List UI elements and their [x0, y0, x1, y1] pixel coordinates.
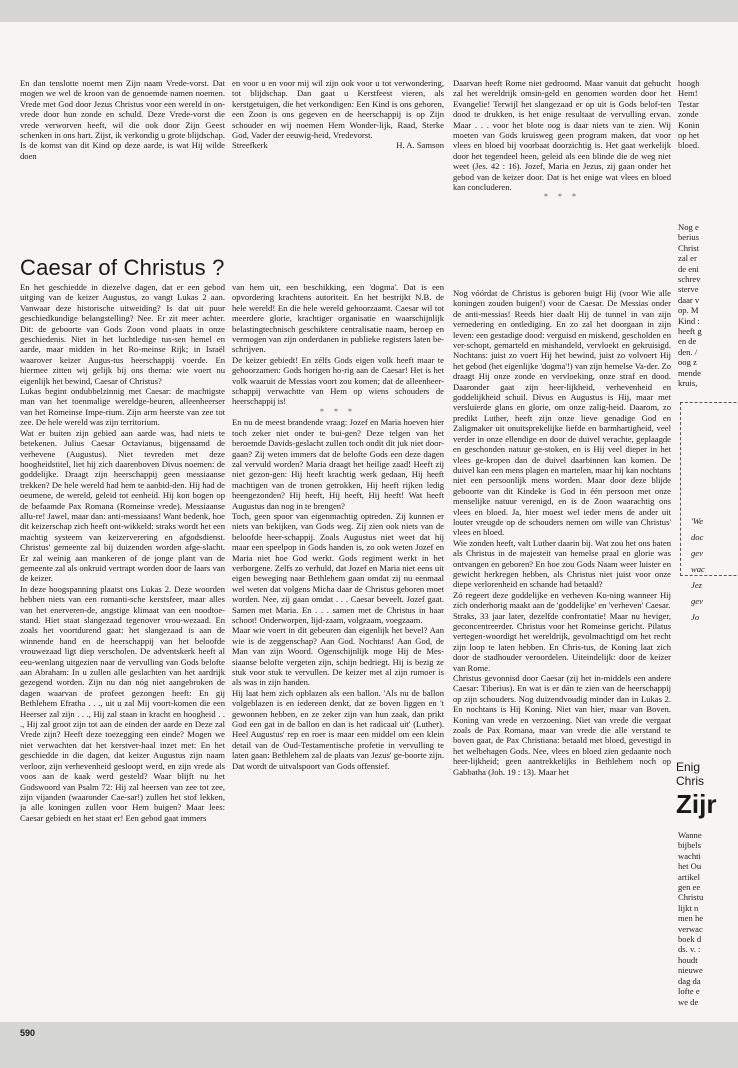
text-line: op het: [678, 130, 700, 141]
text-line: gev: [691, 548, 703, 558]
text-line: wac: [691, 564, 705, 574]
intro-column-1: [20, 78, 225, 188]
quote-box: [680, 402, 738, 622]
text-line: bloed.: [678, 140, 700, 151]
text-line: het Ou: [678, 861, 702, 872]
text-line: ds. v. :: [678, 944, 701, 955]
paragraph: Toch, geen spoor van eigenmachtig optreden. Zij kunnen er niets van bekijken, van Gods weg. Zij zien ook niets van de beloofde heer-schappij. Zoals Augustus niet weet dat hij maar een speelpop in Gods handen is, zo ook weten Jozef en Maria niet hoe God werkt. Gods regiment werkt in het verborgene. Zelfs zo verhuld, dat Jozef en Maria niet eens uit eigen beweging naar Bethlehem gaan omdat zij nu eenmaal wel weten dat volgens Micha daar de Christus geboren moet worden. Nee, zij gaan omdat . . . Caesar beveelt. Jozef gaat. Samen met Maria. En . . . samen met de Christus in haar schoot! Onderworpen, lijd-zaam, volgzaam, voegzaam.: [232, 510, 444, 625]
section-separator: * * *: [320, 406, 356, 416]
paragraph: van hem uit, een beschikking, een 'dogma'. Dat is een opvordering krachtens autoriteit. En het bestrijkt N.B. de hele wereld! En die hele wereld gehoorzaamt. Caesar wil tot meerdere glorie, krachtiger organisatie en waarschijnlijk belastingtechnisch geschiktere centralisatie naam, beroep en vermogen van zijn onderdanen in publieke registers laten be-schrijven.: [232, 282, 444, 355]
next-article-subtitle: [676, 760, 704, 788]
text-line: Chris: [676, 774, 705, 788]
section-separator: * * *: [544, 192, 580, 202]
article-title: Caesar of Christus ?: [20, 255, 225, 280]
magazine-page: [0, 22, 738, 1038]
text-line: Enig: [676, 760, 701, 774]
text-line: den. /: [678, 346, 698, 357]
text-line: men he: [678, 913, 704, 924]
paragraph: en voor u en voor mij wil zijn ook voor u tot verwondering, tot blijdschap. Dan gaat u Kerstfeest vieren, als kerstgetuigen, die het verkondigen: Een Kind is ons geboren, een Zoon is ons gegeven en de heerschappij is op Zijn schouder en wij noemen Hem Wonder-lijk, Raad, Sterke God, Vader der eeuwig-heid, Vredevorst.: [232, 78, 444, 141]
page-number: 590: [20, 1028, 36, 1038]
text-line: gen ee: [678, 882, 701, 893]
article-column-2: [232, 282, 444, 1012]
text-line: daar v: [678, 294, 700, 305]
paragraph: Lukas begint ondubbelzinnig met Caesar: de machtigste man van het toenmalige wereldge-beuren, alleenheerser van het Romeinse Impe-rium. Zijn arm heerste van zee tot zee. De hele wereld was zijn territorium.: [20, 386, 225, 428]
paragraph: Christus gevonnisd door Caesar (zij het in-middels een andere Caesar: Tiberius). En wat is er dán te zien van de heerschappij op zijn schouders. Nog duizendvoudig minder dan in Lukas 2. En nochtans is Hij Koning. Niet van hier, maar van Boven. Koning van vrede en verzoening. Niet van vrede die vergaat zoals de Pax Romana, maar van vrede die alle verstand te boven gaat, de Pax Christiana: betaald met bloed, gevestigd in het welbehagen Gods. Nee, vlees en bloed zien gedaante noch heer-lijkheid; geen aantrekkelijks in Bethlehem noch op Gabbatha (Joh. 19 : 13). Maar het: [453, 673, 671, 777]
next-article-fragment-mid: [678, 222, 738, 392]
text-line: lijkt n: [678, 902, 699, 913]
text-line: Nog e: [678, 222, 699, 232]
text-line: wachti: [678, 850, 701, 861]
text-line: doc: [691, 532, 704, 542]
article-column-1: [20, 282, 225, 1012]
text-line: sterve: [678, 284, 699, 295]
text-line: hoogh: [678, 78, 700, 88]
text-line: boek d: [678, 934, 702, 945]
text-line: Hem!: [678, 88, 698, 99]
text-line: oog z: [678, 357, 697, 368]
paragraph: En het geschiedde in diezelve dagen, dat er een gebod uitging van de keizer Augustus, zo vangt Lukas 2 aan. Vanwaar deze historische uitweiding? Is dat uit puur geschiedkundige belangstelling? Nee. Er zit meer achter. Dit: de geboorte van Gods Zoon vond plaats in onze geschiedenis. Niet in het luchtledige tus-sen hemel en aarde, maar midden in het Ro-meinse Rijk; in Israël waarover keizer Augus-tus heerschappij voerde. En hiermee zitten wij gelijk bij ons thema: wie voert nu eigenlijk het bewind, Caesar of Christus?: [20, 282, 225, 386]
text-line: Jez: [691, 580, 702, 590]
text-line: verwac: [678, 923, 703, 934]
paragraph: De keizer gebiedt! En zélfs Gods eigen volk heeft maar te gehoorzamen: Gods horigen ho-rig aan de Caesar! Het is het volk waaruit de Messias voort zou komen; dat de alleenheer-schappij verwachtte van Hem op wiens schouders de heerschappij is!: [232, 354, 444, 407]
paragraph: Hij laat hem zich opblazen als een ballon. 'Als nu de ballon volgeblazen is en iedereen denkt, dat ze boven liggen en 't gewonnen hebben, en ze zeker zijn van hun zaak, dan prikt God een gat in de ballon en dan is het radicaal uit' (Luther). Heel Augustus' rep en roer is maar een middel om een klein detail van de Oud-Testamentische profetie in vervulling te laten gaan: Bethlehem zal de plaats van Jezus' ge-boorte zijn. Dat wordt de uitvalspoort van Gods offensief.: [232, 687, 444, 771]
signature-name: H. A. Samson: [396, 140, 444, 151]
paragraph: Wie zonden heeft, valt Luther daarin bij. Wat zou het ons baten als Christus in de majesteit van hemelse praal en glorie was ontvangen en geboren? En hoe zou Gods Naam weer luister en gewicht herkregen hebben, als Christus niet juist voor onze diepe verlorenheid en schande had betaald?: [453, 537, 671, 590]
signature: [232, 140, 444, 150]
text-line: houdt: [678, 954, 698, 965]
text-line: heeft g: [678, 326, 702, 337]
text-line: dag da: [678, 975, 701, 986]
text-line: Jo: [691, 612, 700, 622]
text-line: zal er: [678, 253, 697, 264]
paragraph: En dan tenslotte noemt men Zijn naam Vrede-vorst. Dat mogen we wel de kroon van de genoemde namen noemen. Vrede met God door Jezus Christus voor een wereld in on-vrede door hun zonde en schuld. Deze Vrede-vorst die vrede verworven heeft, wil die ook door Zijn Geest schenken in ons hart. Zijst, ik verkondig u grote blijdschap. Is de komst van dit Kind op deze aarde, is wat Hij wilde doen: [20, 78, 225, 161]
next-article-title: Zijr: [676, 789, 717, 819]
text-line: Christ: [678, 242, 700, 253]
article-column-3-top: [453, 78, 671, 298]
text-line: Testar: [678, 98, 699, 109]
paragraph: En nu de meest brandende vraag: Jozef en Maria hoeven hier toch zeker niet onder te bui-gen? Deze telgen van het beroemde Davids-geslacht zullen toch ondit dit juk niet door-gaan? Zij weten immers dat de belofte Gods een deze dagen zal vervuld worden? Maria draagt het heilige zaad! Heeft zij niet gezon-gen: Hij heeft krachtig werk gedaan, Hij heeft machtigen van de tronen getrokken, Hij heeft rijken ledig heengezonden? Hij heeft, Hij heeft, Hij heeft! Wat heeft Augustus dan nog in te brengen?: [232, 417, 444, 511]
text-line: zonde: [678, 109, 699, 120]
intro-column-2: [232, 78, 444, 196]
paragraph: In deze hoogspanning plaatst ons Lukas 2. Deze woorden hebben niets van een romanti-sche kerstsfeer, maar alles van het enerveren-de, angstige klimaat van een noodtoe-stand. Hiet staat slangezaad tegenover vrou-wezaad. En zoals het voortdurend gaat: het slangezaad is aan de winnende hand en de heerschappij van het beloofde vrouwezaad ligt diep verscholen. De adventskerk heeft al eeu-wenlang uitgezien naar de vervulling van Gods belofte aan Abraham: In u zullen alle geslachten van het aardrijk gezegend worden. Zijn nu dan nóg niet aangebroken de dagen waarvan de profeet gezongen heeft: En gij Bethlehem Efratha . . ., uit u zal Mij voort-komen die een Heerser zal zijn . . ., Hij zal staan in kracht en hoogheid . . ., Hij zal groot zijn tot aan de einden der aarde en Deze zal Vrede zijn? Heeft deze toezegging een einde? Mogen we niet verwachten dat het kerstver-haal inzet met: En het geschiedde in die dagen, dat keizer Augustus zijn naam verloor, zijn verhevenheid gesloopt werd, en zijn vrede als voos aan de kaak werd gesteld? Waar blijft nu het Godswoord van Psalm 72: Hij zal heersen van zee tot zee, zijn vijanden (waaronder Cae-sar!) zullen het stof lekken, ja alle koningen zullen voor Hem buigen? Maar lees: Caesar gebiedt en het staat er! Een gebod gaat immers: [20, 583, 225, 823]
article-column-3: [453, 288, 671, 1012]
text-line: Wanne: [678, 830, 702, 840]
text-line: we de: [678, 996, 699, 1007]
signature-place: Streefkerk: [232, 140, 268, 151]
text-line: 'We: [691, 516, 704, 526]
text-line: op. M: [678, 305, 699, 316]
text-line: berius: [678, 232, 700, 243]
quote-text: [691, 513, 705, 625]
text-line: kruis,: [678, 378, 698, 389]
text-line: nieuwe: [678, 965, 703, 976]
text-line: de eni: [678, 263, 699, 274]
text-line: Christu: [678, 892, 704, 903]
text-line: Kind :: [678, 315, 700, 326]
paragraph: Maar wie voert in dit gebeuren dan eigenlijk het bevel? Aan wie is de zeggenschap? Aan God. Nochtans! Aan God, de Man van zijn Woord. Ogenschijnlijk moge Hij de Mes-siaanse belofte vergeten zijn, schijn bedriegt. Hij is bezig ze stuk voor stuk te vervullen. De keizer met al zijn rumoer is als was in zijn handen.: [232, 625, 444, 688]
paragraph: Straks, 33 jaar later, dezelfde confrontatie! Maar nu heviger, geconcentreerder. Christus voor het Romeinse gericht. Pilatus vertegen-woordigt het wereldrijk, gevolmachtigd om het recht zijn loop te laten hebben. En Chris-tus, de Koning laat zich door de stadhouder veroordelen. Uiteindelijk: door de keizer van Rome.: [453, 610, 671, 673]
text-line: mende: [678, 367, 701, 378]
text-line: bijbels: [678, 840, 701, 851]
text-line: Konin: [678, 119, 700, 130]
next-article-fragment-top: [678, 78, 738, 188]
paragraph: Nog vóórdat de Christus is geboren buigt Hij (voor Wie alle koningen zouden buigen!) voor de Caesar. De Messias onder de anti-messias! Reeds hier daalt Hij de tunnel in van zijn vernedering en ontlediging. En zo zal het doorgaan in zijn leven: een gestadige dood: verguisd en miskend, gescholden en ver-schopt, gemarteld en mishandeld, vervloekt en gekruisigd. Nochtans: juist zo voert Hij het bewind, juist zo volvoert Hij het gebod (het eigenlijke 'dogma'!) van zijn hemelse Va-der. Zo draagt Hij onze zonde en vervloeking, onze straf en dood. Daaronder gaat zijn heer-lijkheid, verhevenheid en goddelijkheid schuil. Divus en Augustus is Hij, maar met versluierde glans en glorie, om onze zalig-heid. Daarom, zo predikt Luther, heeft zijn onze lieve genadige God en Zaligmaker uit onuitsprekelijke liefde en barmhartigheid, veel verder in onze ellendige en door de duivel verachte, geplaagde en geschonden natuur ge-stoken, en is Hij veel dieper in het vlees ge-kropen dan de duivel daarbinnen kan komen. De duivel kan een mens plagen en martelen, maar hij kan nochtans niet een persoonlijk mens worden. Maar door deze blijde geboorte van dit Kindeke is God in één persoon met onze menselijke natuur verenigd, en is de Zoon waarachtig ons vlees en bloed. Ja, hier moest wel ieder mens de ander uit louter vreugde op de schouders nemen om wille van Christus' vlees en bloed.: [453, 288, 671, 538]
next-article-fragment-bottom: [678, 830, 738, 1012]
text-line: en de: [678, 336, 697, 347]
paragraph: Wat er buiten zijn gebied aan aarde was, had niets te betekenen. Julius Caesar Octavianus, bijgenaamd de verhevene (Augustus). Niet tevreden met deze hoogheidstitel, liet hij zich daarenboven Divus noemen: de goddelijke. Draagt zijn heerschappij geen messiaanse trekken? De hele wereld had hem te aanbid-den. Hij had de oeumene, de wereld, geleid tot eenheid. Hij kon bogen op de befaamde Pax Romana (Romeinse vrede). Messiaanse allu-re! Jawel, maar dan: anti-messiaans! Want bedenk, hoe dit keizerschap zich heeft ont-wikkeld: straks wordt het een machtig systeem van keizerverering en afgodsdienst. Christus' gemeente zal bij duizenden worden afge-slacht. Er zal weinig aan mankeren of de jonge plant van de gemeente zal als onkruid vertrapt worden door de laars van de keizer.: [20, 427, 225, 584]
text-line: lofte e: [678, 986, 700, 997]
text-line: artikel: [678, 871, 700, 882]
text-line: schrev: [678, 274, 701, 285]
paragraph: Daarvan heeft Rome niet gedroomd. Maar vanuit dat gehucht zal het wereldrijk omsin-geld en genomen worden door het Evangelie! Terwijl het slangezaad er op uit is Gods belof-ten dood te drukken, is het enige resultaat de vervulling ervan. Maar . . . voor het blote oog is daar niets van te zien. Wij moeten van Gods kruisweg geen program maken, dat voor vlees en bloed bij voorbaat doorzichtig is. Het gaat werkelijk door het tegendeel heen, geleid als een blinde die de weg niet weet (Jes. 42 : 16). Jozef, Maria en Jezus, zij gaan onder het gebod van de keizer door. Dat is het enige wat vlees en bloed kan concluderen.: [453, 78, 671, 193]
text-line: gev: [691, 596, 703, 606]
paragraph: Zó regeert deze goddelijke en verheven Ko-ning wanneer Hij zich onderhorig maakt aan de 'goddelijke' en 'verheven' Caesar.: [453, 589, 671, 611]
